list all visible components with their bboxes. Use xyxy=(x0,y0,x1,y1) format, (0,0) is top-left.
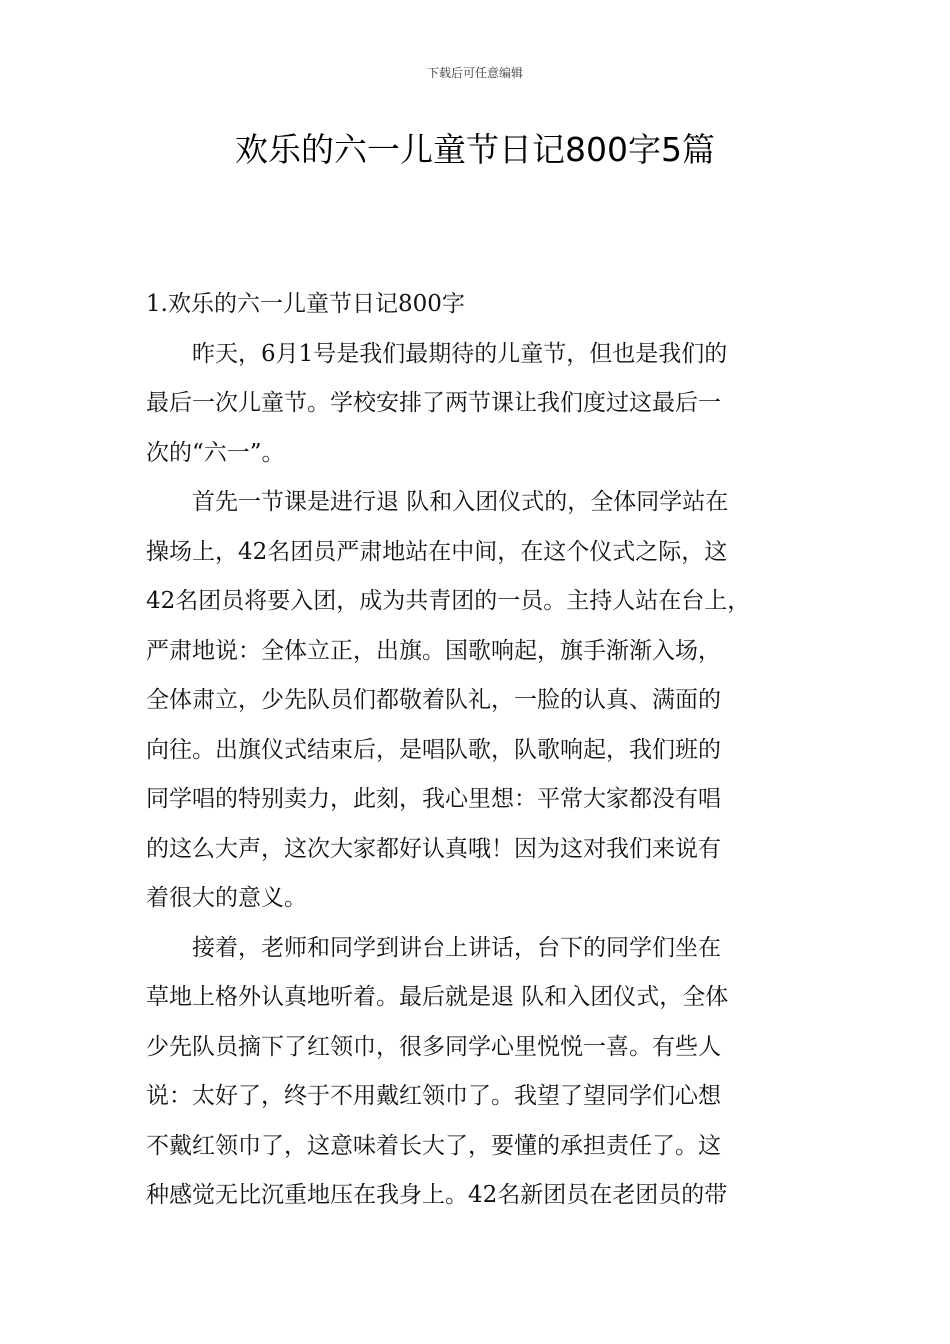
text-line: 操场上，42名团员严肃地站在中间，在这个仪式之际，这 xyxy=(146,538,728,565)
body-paragraph xyxy=(146,478,826,924)
text-line: 向往。出旗仪式结束后，是唱队歌，队歌响起，我们班的 xyxy=(146,736,721,763)
text-line: 少先队员摘下了红领巾，很多同学心里悦悦一喜。有些人 xyxy=(146,1033,721,1060)
section-heading: 1.欢乐的六一儿童节日记800字 xyxy=(146,291,465,317)
text-line: 的这么大声，这次大家都好认真哦！因为这对我们来说有 xyxy=(146,835,721,862)
text-line: 42名团员将要入团，成为共青团的一员。主持人站在台上， xyxy=(146,588,751,614)
text-line: 次的“六一”。 xyxy=(146,439,285,466)
body-paragraph xyxy=(146,924,826,1221)
text-line: 昨天，6月1号是我们最期待的儿童节，但也是我们的 xyxy=(192,340,728,367)
document-title: 欢乐的六一儿童节日记800字5篇 xyxy=(235,130,715,169)
text-line: 最后一次儿童节。学校安排了两节课让我们度过这最后一 xyxy=(146,390,721,416)
text-line: 全体肃立，少先队员们都敬着队礼，一脸的认真、满面的 xyxy=(146,687,721,713)
text-line: 首先一节课是进行退 队和入团仪式的，全体同学站在 xyxy=(192,489,729,515)
text-line: 不戴红领巾了，这意味着长大了，要懂的承担责任了。这 xyxy=(146,1132,721,1159)
text-line: 说：太好了，终于不用戴红领巾了。我望了望同学们心想 xyxy=(146,1083,721,1109)
text-line: 严肃地说：全体立正，出旗。国歌响起，旗手渐渐入场， xyxy=(146,637,721,664)
text-line: 接着，老师和同学到讲台上讲话，台下的同学们坐在 xyxy=(192,934,721,961)
header-note: 下载后可任意编辑 xyxy=(426,66,523,80)
text-line: 草地上格外认真地听着。最后就是退 队和入团仪式，全体 xyxy=(146,984,729,1010)
document-body xyxy=(146,280,826,1221)
body-paragraph xyxy=(146,330,826,479)
paragraph-list xyxy=(146,330,826,1221)
text-line: 种感觉无比沉重地压在我身上。42名新团员在老团员的带 xyxy=(146,1182,728,1208)
text-line: 同学唱的特别卖力，此刻，我心里想：平常大家都没有唱 xyxy=(146,786,721,812)
text-line: 着很大的意义。 xyxy=(146,885,307,911)
